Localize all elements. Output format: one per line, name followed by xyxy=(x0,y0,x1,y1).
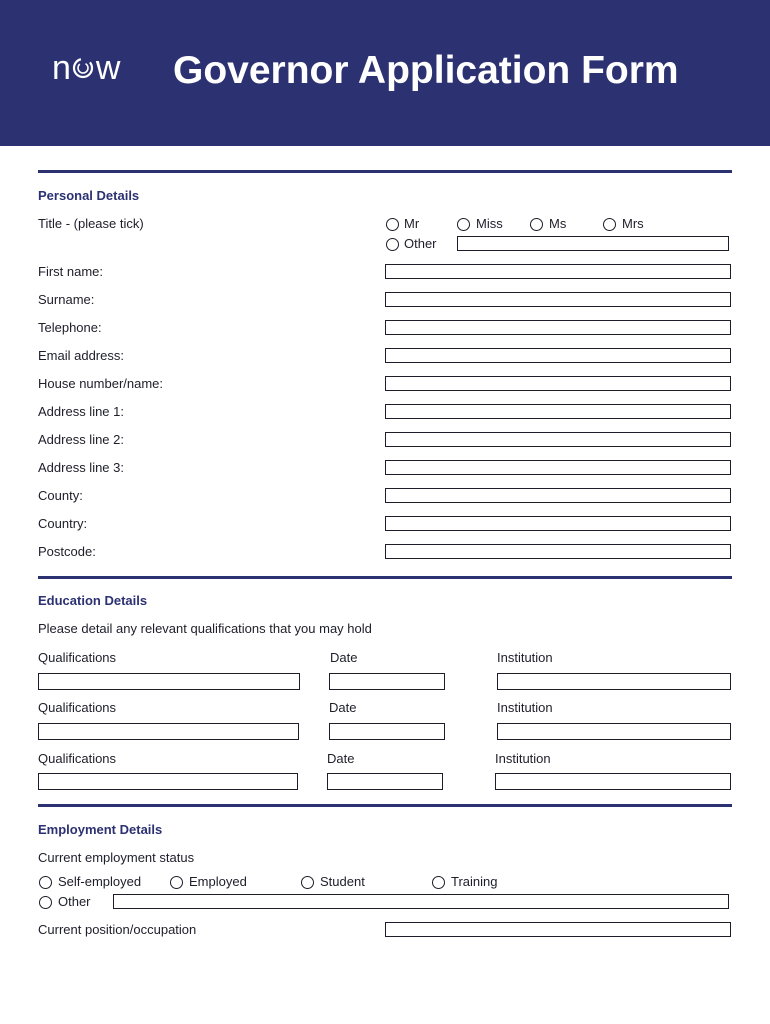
telephone-input[interactable] xyxy=(385,320,731,335)
student-radio[interactable] xyxy=(301,876,314,889)
section-divider xyxy=(38,576,732,579)
date-label-2: Date xyxy=(329,700,357,715)
surname-input[interactable] xyxy=(385,292,731,307)
self-employed-label: Self-employed xyxy=(58,874,142,889)
title-mrs-radio[interactable] xyxy=(603,218,616,231)
address-line-2-label: Address line 2: xyxy=(38,432,124,447)
personal-details-heading: Personal Details xyxy=(38,188,140,203)
title-mr-radio[interactable] xyxy=(386,218,399,231)
employment-other-input[interactable] xyxy=(113,894,729,909)
qualifications-input-1[interactable] xyxy=(38,673,300,690)
address-line-2-input[interactable] xyxy=(385,432,731,447)
header-band xyxy=(0,0,770,146)
position-input[interactable] xyxy=(385,922,731,937)
postcode-label: Postcode: xyxy=(38,544,96,559)
employment-other-radio[interactable] xyxy=(39,896,52,909)
institution-label-1: Institution xyxy=(497,650,553,665)
telephone-label: Telephone: xyxy=(38,320,102,335)
employment-details-heading: Employment Details xyxy=(38,822,163,837)
first-name-input[interactable] xyxy=(385,264,731,279)
training-label: Training xyxy=(451,874,498,889)
title-mrs-label: Mrs xyxy=(622,216,644,231)
title-miss-radio[interactable] xyxy=(457,218,470,231)
date-input-2[interactable] xyxy=(329,723,445,740)
qualifications-label-3: Qualifications xyxy=(38,751,117,766)
surname-label: Surname: xyxy=(38,292,95,307)
county-input[interactable] xyxy=(385,488,731,503)
date-label-1: Date xyxy=(330,650,358,665)
address-line-1-label: Address line 1: xyxy=(38,404,124,419)
institution-input-2[interactable] xyxy=(497,723,731,740)
employed-label: Employed xyxy=(189,874,247,889)
position-label: Current position/occupation xyxy=(38,922,197,937)
qualifications-label-1: Qualifications xyxy=(38,650,117,665)
date-input-1[interactable] xyxy=(329,673,445,690)
house-number-label: House number/name: xyxy=(38,376,164,391)
qualifications-input-3[interactable] xyxy=(38,773,298,790)
employment-status-label: Current employment status xyxy=(38,850,195,865)
first-name-label: First name: xyxy=(38,264,104,279)
title-mr-label: Mr xyxy=(404,216,420,231)
self-employed-radio[interactable] xyxy=(39,876,52,889)
date-label-3: Date xyxy=(327,751,355,766)
section-divider xyxy=(38,804,732,807)
qualifications-label-2: Qualifications xyxy=(38,700,117,715)
email-input[interactable] xyxy=(385,348,731,363)
county-label: County: xyxy=(38,488,83,503)
institution-input-1[interactable] xyxy=(497,673,731,690)
address-line-1-input[interactable] xyxy=(385,404,731,419)
house-number-input[interactable] xyxy=(385,376,731,391)
education-details-heading: Education Details xyxy=(38,593,148,608)
swirl-logo-icon xyxy=(71,56,95,80)
training-radio[interactable] xyxy=(432,876,445,889)
employment-other-label: Other xyxy=(58,894,91,909)
title-other-radio[interactable] xyxy=(386,238,399,251)
country-label: Country: xyxy=(38,516,88,531)
title-ms-radio[interactable] xyxy=(530,218,543,231)
title-ms-label: Ms xyxy=(549,216,567,231)
postcode-input[interactable] xyxy=(385,544,731,559)
title-other-input[interactable] xyxy=(457,236,729,251)
institution-label-2: Institution xyxy=(497,700,553,715)
address-line-3-input[interactable] xyxy=(385,460,731,475)
title-label: Title - (please tick) xyxy=(38,216,144,231)
address-line-3-label: Address line 3: xyxy=(38,460,124,475)
employed-radio[interactable] xyxy=(170,876,183,889)
qualifications-input-2[interactable] xyxy=(38,723,299,740)
institution-label-3: Institution xyxy=(495,751,551,766)
section-divider xyxy=(38,170,732,173)
email-label: Email address: xyxy=(38,348,124,363)
institution-input-3[interactable] xyxy=(495,773,731,790)
country-input[interactable] xyxy=(385,516,731,531)
npw-logo: n w xyxy=(52,49,120,87)
education-intro: Please detail any relevant qualifications that you may hold xyxy=(38,621,372,636)
title-miss-label: Miss xyxy=(476,216,503,231)
date-input-3[interactable] xyxy=(327,773,443,790)
title-other-label: Other xyxy=(404,236,437,251)
page-title: Governor Application Form xyxy=(173,49,679,92)
student-label: Student xyxy=(320,874,365,889)
